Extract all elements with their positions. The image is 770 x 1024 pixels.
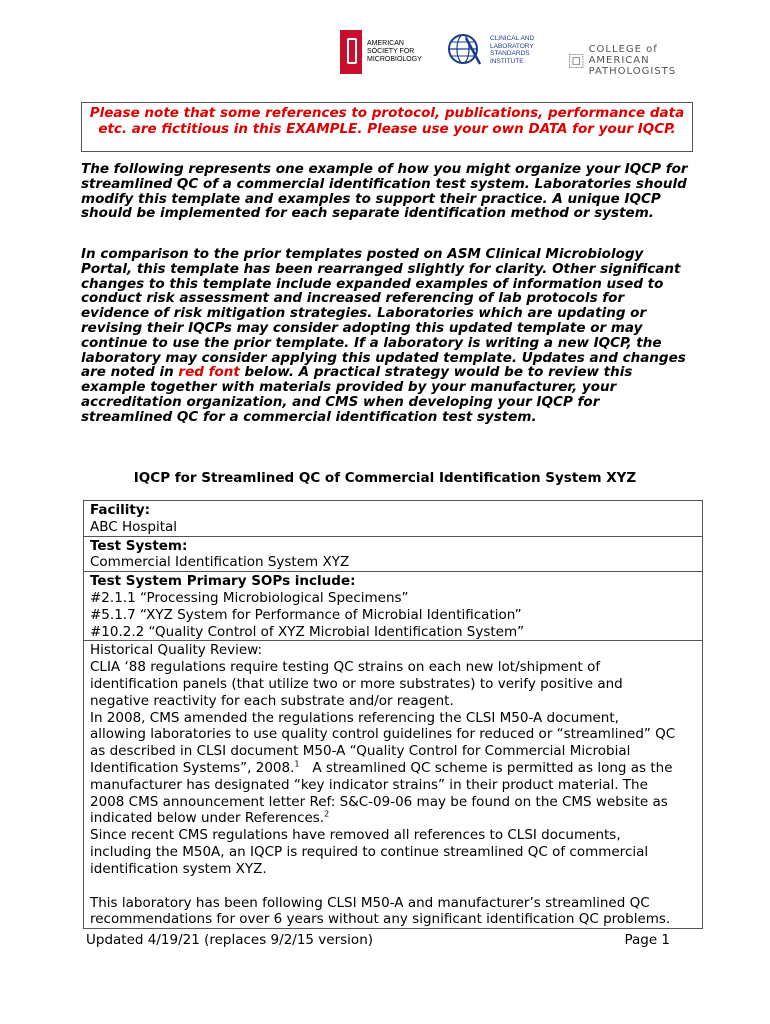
history-line [90, 760, 696, 777]
intro-paragraph-2 [81, 247, 693, 425]
history-line: identification system XYZ. [90, 860, 267, 877]
asm-logo-line: SOCIETY FOR [367, 48, 415, 55]
cap-logo-line: PATHOLOGISTS [588, 66, 677, 77]
clsi-logo-line: INSTITUTE [490, 57, 524, 65]
history-line: Since recent CMS regulations have removed all references to CLSI documents, [90, 827, 621, 844]
history-line [90, 810, 696, 827]
clsi-logo-line: CLINICAL AND [490, 35, 535, 42]
history-line: In 2008, CMS amended the regulations referencing the CLSI M50-A document, [90, 709, 619, 726]
history-line: manufacturer has designated “key indicator strains” in their product material. The [90, 776, 648, 793]
paragraph-gap [90, 878, 696, 895]
test-system-value: Commercial Identification System XYZ [90, 554, 350, 571]
history-line: CLIA ‘88 regulations require testing QC strains on each new lot/shipment of [90, 659, 601, 676]
clsi-logo-line: STANDARDS [490, 50, 530, 57]
updated-date: Updated 4/19/21 (replaces 9/2/15 version) [86, 932, 374, 948]
intro-text: below. A practical strategy would be to review this example together with materials provided by your manufacturer, your accreditation organization, and CMS when developing your IQCP for streamlined QC for a commercial identification test system. [81, 364, 633, 425]
history-line: as described in CLSI document M50-A “Quality Control for Commercial Microbial [90, 743, 631, 760]
history-text: indicated below under References. [90, 810, 325, 827]
globe-icon [446, 32, 484, 68]
sops-cell [84, 572, 702, 641]
cap-emblem-icon [568, 51, 585, 71]
asm-logo-line: MICROBIOLOGY [367, 56, 422, 63]
red-font-text: red font [178, 364, 240, 381]
asm-logo [340, 30, 422, 74]
sop-item: #2.1.1 “Processing Microbiological Specimens” [90, 589, 409, 606]
reference-superscript: 1 [294, 759, 300, 769]
sop-item: #10.2.2 “Quality Control of XYZ Microbial Identification System” [90, 623, 525, 640]
cap-logo [568, 44, 700, 77]
asm-logo-line: AMERICAN [367, 40, 404, 47]
facility-label: Facility: [90, 502, 151, 518]
document-title: IQCP for Streamlined QC of Commercial Identification System XYZ [133, 470, 637, 486]
cap-logo-line: COLLEGE of AMERICAN [588, 44, 658, 66]
historical-review-cell [84, 641, 702, 929]
facility-value: ABC Hospital [90, 518, 178, 535]
sops-label: Test System Primary SOPs include: [90, 573, 356, 590]
history-text: Identification Systems”, 2008. [90, 759, 295, 776]
historical-review-label: Historical Quality Review: [90, 642, 263, 659]
reference-superscript: 2 [324, 809, 330, 819]
page-number: Page 1 [624, 932, 670, 948]
iqcp-table [83, 500, 703, 929]
history-line: This laboratory has been following CLSI M50-A and manufacturer’s streamlined QC [90, 894, 650, 911]
page-footer [86, 932, 670, 948]
history-line: 2008 CMS announcement letter Ref: S&C-09-06 may be found on the CMS website as [90, 793, 668, 810]
fictitious-data-notice: Please note that some references to protocol, publications, performance data etc. are fictitious in this EXAMPLE. Please use your own DATA for your IQCP. [81, 102, 693, 152]
history-line: identification panels (that utilize two or more substrates) to verify positive and [90, 675, 623, 692]
clsi-logo-line: LABORATORY [490, 42, 534, 50]
intro-paragraph-1: The following represents one example of how you might organize your IQCP for streamlined QC of a commercial identification test system. Laboratories should modify this template and examples to support their practice. A unique IQCP should be implemented for each separate identification method or system. [81, 161, 688, 222]
test-system-cell [84, 537, 702, 573]
header-logos [340, 30, 700, 80]
clsi-logo [446, 32, 534, 68]
facility-cell [84, 501, 702, 537]
microscope-icon [340, 30, 362, 74]
history-line: negative reactivity for each substrate and/or reagent. [90, 692, 454, 709]
intro-text: In comparison to the prior templates posted on ASM Clinical Microbiology Portal, this template has been rearranged slightly for clarity. Other significant changes to this template include expanded examples of information used to conduct risk assessment and increased referencing of lab protocols for evidence of risk mitigation strategies. Laboratories which are updating or revising their IQCPs may consider adopting this updated template or may continue to use the prior template. If a laboratory is writing a new IQCP, the laboratory may consider applying this updated template. Updates and changes are noted in [81, 246, 686, 381]
history-line: recommendations for over 6 years without any significant identification QC problems. [90, 911, 671, 928]
test-system-label: Test System: [90, 537, 188, 554]
history-text: A streamlined QC scheme is permitted as long as the [299, 759, 673, 776]
history-line: including the M50A, an IQCP is required to continue streamlined QC of commercial [90, 843, 649, 860]
history-line: allowing laboratories to use quality control guidelines for reduced or “streamlined” QC [90, 726, 676, 743]
sop-item: #5.1.7 “XYZ System for Performance of Microbial Identification” [90, 606, 522, 623]
